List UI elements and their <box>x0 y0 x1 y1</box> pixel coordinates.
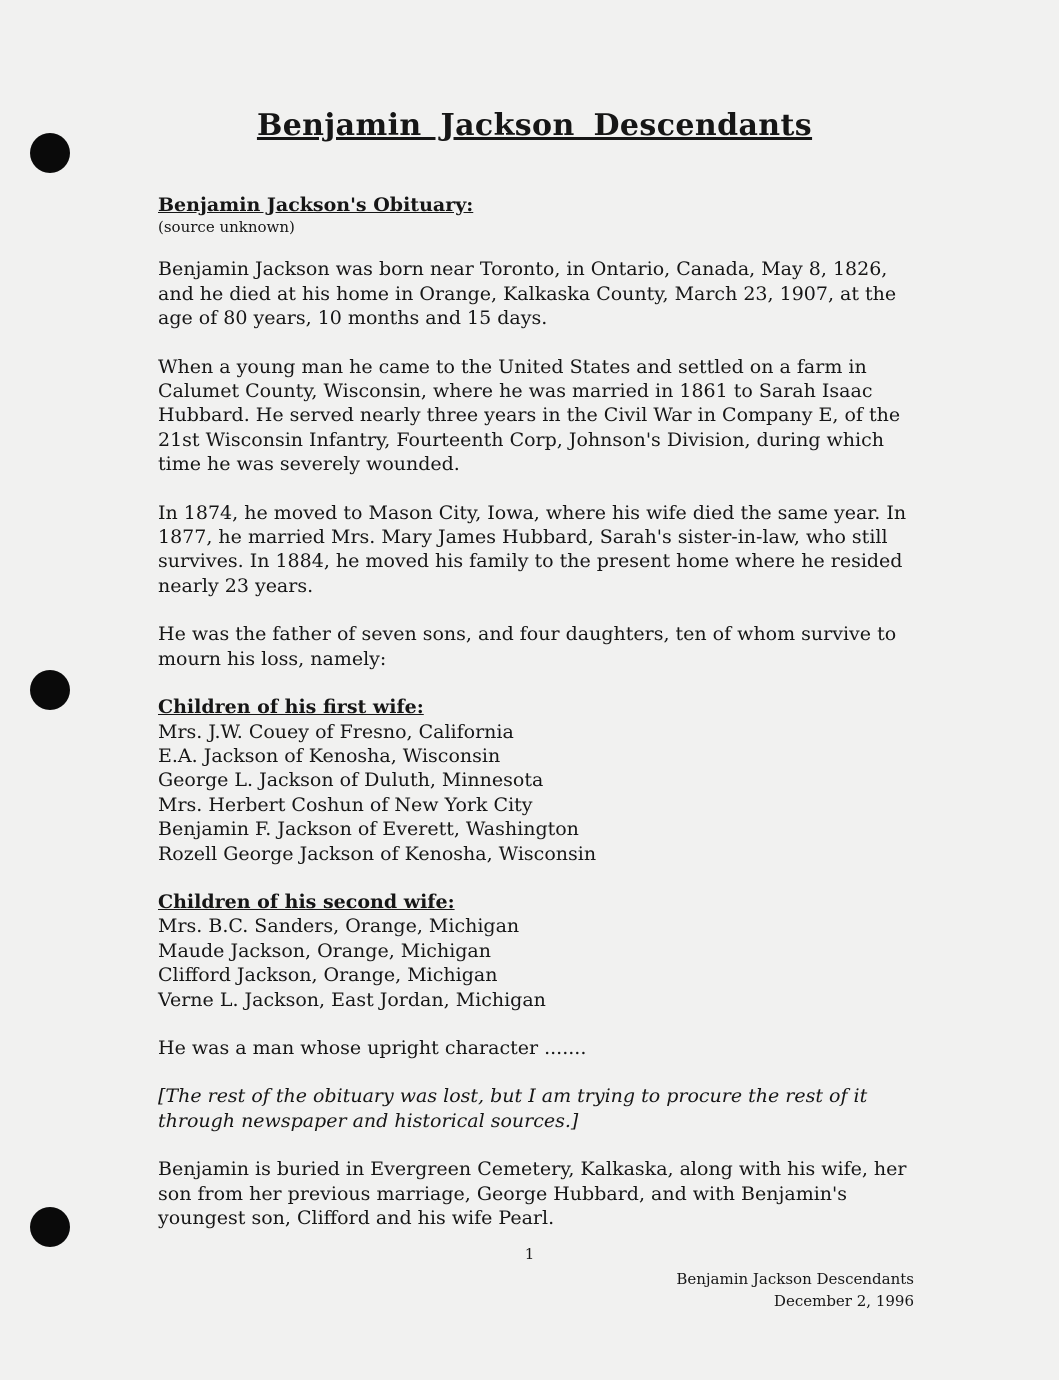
first-wife-children-heading: Children of his first wife: <box>158 696 424 719</box>
list-item: George L. Jackson of Duluth, Minnesota <box>158 769 544 792</box>
second-wife-children-heading: Children of his second wife: <box>158 890 455 913</box>
paragraph-early-life: When a young man he came to the United States and settled on a farm in Calumet County, Wisconsin, where he was married in 1861 to Sarah Isaac Hubbard. He served nearly three years in the Civil War in Company E, of the 21st Wisconsin Infantry, Fourteenth Corp, Johnson's Division, during which time he was severely wounded. <box>158 355 901 476</box>
obituary-body <box>158 193 928 1230</box>
list-item: Maude Jackson, Orange, Michigan <box>158 939 491 962</box>
list-item: Rozell George Jackson of Kenosha, Wisconsin <box>158 842 597 865</box>
paragraph-children-intro: He was the father of seven sons, and four daughters, ten of whom survive to mourn his loss, namely: <box>158 623 897 670</box>
obituary-heading: Benjamin Jackson's Obituary: <box>158 194 474 216</box>
list-item: Mrs. Herbert Coshun of New York City <box>158 793 533 816</box>
editor-note: [The rest of the obituary was lost, but I am trying to procure the rest of it through newspaper and historical sources.] <box>158 1085 868 1132</box>
second-wife-children <box>158 890 928 1012</box>
burial-paragraph: Benjamin is buried in Evergreen Cemetery, Kalkaska, along with his wife, her son from her previous marriage, George Hubbard, and with Benjamin's youngest son, Clifford and his wife Pearl. <box>158 1158 907 1229</box>
paragraph-birth: Benjamin Jackson was born near Toronto, in Ontario, Canada, May 8, 1826, and he died at his home in Orange, Kalkaska County, March 23, 1907, at the age of 80 years, 10 months and 15 days. <box>158 258 897 330</box>
closing-line: He was a man whose upright character ....... <box>158 1036 587 1059</box>
footer <box>676 1268 914 1312</box>
list-item: E.A. Jackson of Kenosha, Wisconsin <box>158 744 501 767</box>
page-title: Benjamin Jackson Descendants <box>256 108 813 143</box>
source-note: (source unknown) <box>158 218 295 237</box>
list-item: Verne L. Jackson, East Jordan, Michigan <box>158 988 546 1011</box>
second-wife-children-list <box>158 914 928 1012</box>
list-item: Mrs. B.C. Sanders, Orange, Michigan <box>158 915 520 938</box>
list-item: Clifford Jackson, Orange, Michigan <box>158 964 498 987</box>
punch-hole <box>30 1207 70 1247</box>
punch-hole <box>30 670 70 710</box>
page-number: 1 <box>524 1245 535 1263</box>
list-item: Benjamin F. Jackson of Everett, Washington <box>158 818 579 841</box>
footer-title: Benjamin Jackson Descendants <box>676 1270 914 1288</box>
list-item: Mrs. J.W. Couey of Fresno, California <box>158 720 514 743</box>
paragraph-moves: In 1874, he moved to Mason City, Iowa, where his wife died the same year. In 1877, he married Mrs. Mary James Hubbard, Sarah's sister-in-law, who still survives. In 1884, he moved his family to the present home where he resided nearly 23 years. <box>158 501 907 597</box>
first-wife-children <box>158 695 928 866</box>
footer-date: December 2, 1996 <box>773 1292 914 1310</box>
first-wife-children-list <box>158 720 928 866</box>
